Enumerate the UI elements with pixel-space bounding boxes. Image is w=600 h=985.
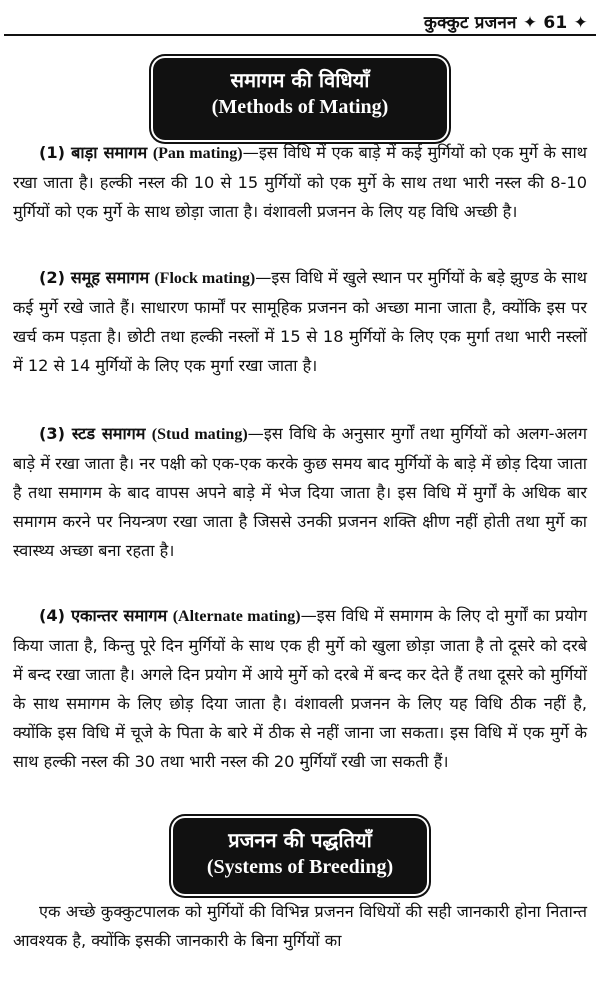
paragraph-lead-hindi: (3) स्टड समागम <box>39 424 146 443</box>
paragraph-lead-hindi: (2) समूह समागम <box>39 268 150 287</box>
paragraph-pan-mating <box>13 138 587 226</box>
paragraph-lead-english: (Stud mating) <box>151 426 248 443</box>
paragraph-body: —इस विधि के अनुसार मुर्गों तथा मुर्गियों को अलग-अलग बाड़े में रखा जाता है। नर पक्षी को एक-एक करके कुछ समय बाद मुर्गियों के बाड़े में छोड़ दिया जाता है तथा समागम के बाद वापस अपने बाड़े में भेज दिया जाता है। इस विधि में मुर्गों के अधिक बार समागम करने पर नियन्त्रण रखा जाता है जिससे उनकी प्रजनन शक्ति क्षीण नहीं होती तथा मुर्गे का स्वास्थ्य अच्छा बना रहता है। <box>13 424 587 560</box>
paragraph-stud-mating <box>13 419 587 565</box>
section-heading-english: (Systems of Breeding) <box>206 856 394 878</box>
paragraph-lead-english: (Flock mating) <box>154 270 256 287</box>
section-heading-hindi: प्रजनन की पद्धतियाँ <box>228 828 372 852</box>
paragraph-breeding-intro <box>13 897 587 955</box>
section-heading-systems-of-breeding <box>173 818 427 894</box>
section-heading-hindi: समागम की विधियाँ <box>230 68 370 92</box>
paragraph-body: एक अच्छे कुक्कुटपालक को मुर्गियों की विभिन्न प्रजनन विधियों की सही जानकारी होना नितान्त आवश्यक है, क्योंकि इसकी जानकारी के बिना मुर्गियों का <box>13 902 587 950</box>
paragraph-lead-hindi: (4) एकान्तर समागम <box>39 606 168 625</box>
paragraph-lead-hindi: (1) बाड़ा समागम <box>39 143 148 162</box>
section-heading-methods-of-mating <box>153 58 447 140</box>
paragraph-lead-english: (Pan mating) <box>152 145 243 162</box>
header-rule <box>4 34 596 36</box>
paragraph-alternate-mating <box>13 601 587 776</box>
running-head: कुक्कुट प्रजनन ✦ 61 ✦ <box>423 13 588 33</box>
paragraph-body: —इस विधि में एक बाड़े में कई मुर्गियों को एक मुर्गे के साथ रखा जाता है। हल्की नस्ल की 10 से 15 मुर्गियों को एक मुर्गे के साथ तथा भारी नस्ल की 8-10 मुर्गियों को एक मुर्गे के साथ छोड़ा जाता है। वंशावली प्रजनन के लिए यह विधि अच्छी है। <box>13 143 587 221</box>
paragraph-body: —इस विधि में समागम के लिए दो मुर्गों का प्रयोग किया जाता है, किन्तु पूरे दिन मुर्गियों के साथ एक ही मुर्गे को खुला छोड़ा जाता है तो दूसरे को दरबे में बन्द रखा जाता है। अगले दिन प्रयोग में आये मुर्गे को दरबे में बन्द कर देते हैं तथा दूसरे को मुर्गियों के साथ समागम के लिए छोड़ दिया जाता है। वंशावली प्रजनन के लिए यह विधि ठीक नहीं है, क्योंकि इस विधि में चूजे के पिता के बारे में ठीक से नहीं जाना जा सकता। इस विधि में एक मुर्गे के साथ हल्की नस्ल की 30 तथा भारी नस्ल की 20 मुर्गियाँ रखी जा सकती हैं। <box>13 606 588 771</box>
section-heading-english: (Methods of Mating) <box>211 96 389 118</box>
page-header <box>0 0 600 40</box>
paragraph-flock-mating <box>13 263 587 380</box>
paragraph-body: —इस विधि में खुले स्थान पर मुर्गियों के बड़े झुण्ड के साथ कई मुर्गे रखे जाते हैं। साधारण फार्मों पर सामूहिक प्रजनन को अच्छा माना जाता है, क्योंकि इस पर खर्च कम पड़ता है। छोटी तथा हल्की नस्लों में 15 से 18 मुर्गियों के लिए एक मुर्गा तथा भारी नस्लों में 12 से 14 मुर्गियों के लिए एक मुर्गा रखा जाता है। <box>13 268 587 375</box>
paragraph-lead-english: (Alternate mating) <box>172 608 301 625</box>
